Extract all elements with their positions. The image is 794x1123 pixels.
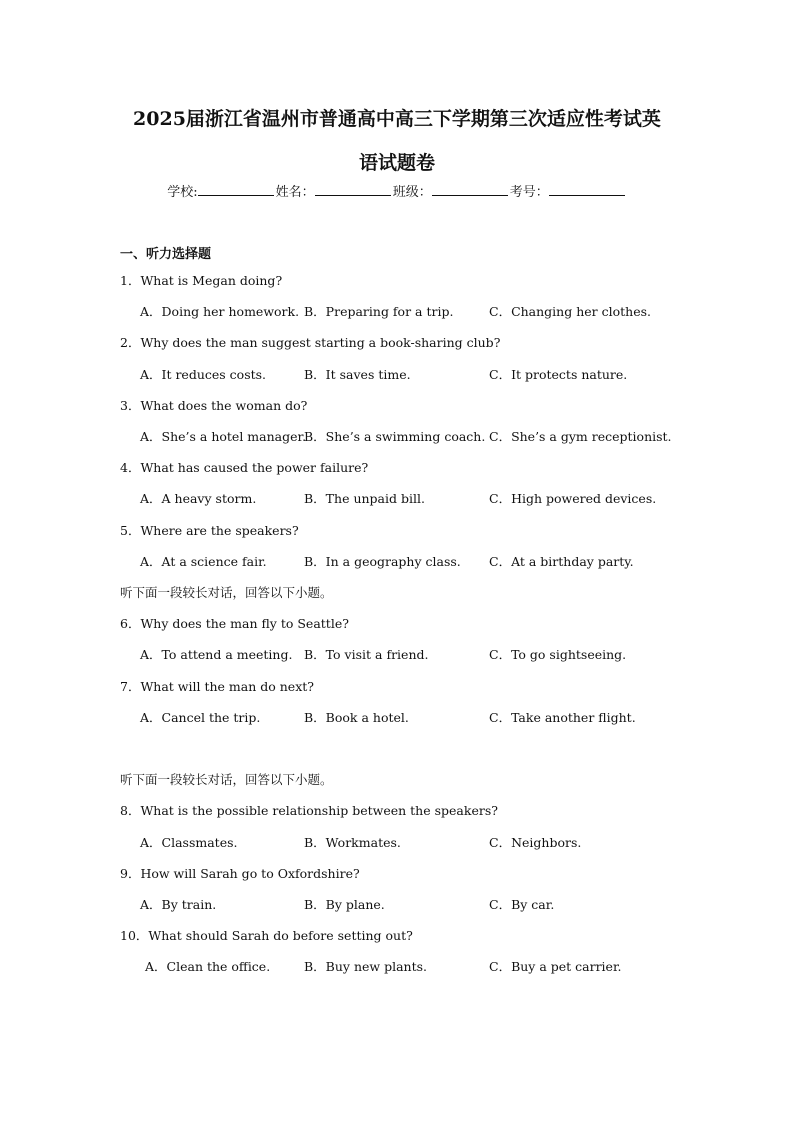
question-number: 1．: [120, 273, 141, 288]
question-number: 6．: [120, 616, 141, 631]
option-a: A．Clean the office.: [145, 959, 271, 974]
school-label: 学校:: [167, 185, 198, 200]
school-blank[interactable]: [198, 183, 274, 196]
question: [120, 677, 314, 695]
question-text: What will the man do next?: [140, 679, 314, 694]
option-c: C．Changing her clothes.: [489, 304, 651, 319]
question: [120, 521, 299, 539]
listening-instruction: 听下面一段较长对话，回答以下小题。: [120, 772, 333, 787]
question-text: Why does the man fly to Seattle?: [140, 616, 349, 631]
question-number: 7．: [120, 679, 141, 694]
option-b: B．Buy new plants.: [304, 959, 427, 974]
document-title-line-1: 2025届浙江省温州市普通高中高三下学期第三次适应性考试英: [133, 108, 661, 130]
option-a: A．It reduces costs.: [140, 367, 267, 382]
question: [120, 864, 360, 882]
question: [120, 271, 282, 289]
option-a: A．Cancel the trip.: [140, 710, 261, 725]
option-b: B．Workmates.: [304, 835, 401, 850]
section-heading: 一、听力选择题: [120, 247, 212, 262]
document-title-line-2: 语试题卷: [358, 152, 435, 174]
question-number: 3．: [120, 398, 141, 413]
name-blank[interactable]: [315, 183, 391, 196]
question-text: Why does the man suggest starting a book-sharing club?: [140, 335, 501, 350]
question-number: 8．: [120, 803, 141, 818]
question-text: What should Sarah do before setting out?: [148, 928, 413, 943]
option-c: C．Buy a pet carrier.: [489, 959, 622, 974]
option-b: B．In a geography class.: [304, 554, 461, 569]
student-info-line: [0, 181, 794, 200]
option-a: A．She’s a hotel manager.: [140, 429, 307, 444]
option-b: B．Preparing for a trip.: [304, 304, 454, 319]
option-c: C．It protects nature.: [489, 367, 628, 382]
question: [120, 614, 349, 632]
exam-number-label: 考号：: [509, 185, 549, 200]
question-text: What does the woman do?: [140, 398, 308, 413]
option-c: C．Neighbors.: [489, 835, 582, 850]
option-a: A．By train.: [140, 897, 217, 912]
class-label: 班级：: [392, 185, 432, 200]
question-number: 5．: [120, 523, 141, 538]
question-number: 4．: [120, 460, 141, 475]
option-b: B．She’s a swimming coach.: [304, 429, 486, 444]
option-c: C．To go sightseeing.: [489, 647, 627, 662]
question: [120, 396, 307, 414]
question-text: How will Sarah go to Oxfordshire?: [140, 866, 360, 881]
option-c: C．Take another flight.: [489, 710, 636, 725]
question-number: 9．: [120, 866, 141, 881]
option-c: C．She’s a gym receptionist.: [489, 429, 672, 444]
option-c: C．High powered devices.: [489, 491, 657, 506]
question-number: 10．: [120, 928, 149, 943]
option-b: B．The unpaid bill.: [304, 491, 425, 506]
option-a: A．Classmates.: [140, 835, 238, 850]
question-text: What is the possible relationship between the speakers?: [140, 803, 498, 818]
question: [120, 333, 500, 351]
option-c: C．By car.: [489, 897, 555, 912]
listening-instruction: 听下面一段较长对话，回答以下小题。: [120, 585, 333, 600]
option-b: B．By plane.: [304, 897, 385, 912]
question: [120, 801, 498, 819]
question-text: What has caused the power failure?: [140, 460, 369, 475]
name-label: 姓名：: [275, 185, 315, 200]
option-a: A．Doing her homework.: [140, 304, 300, 319]
exam-number-blank[interactable]: [549, 183, 625, 196]
option-a: A．To attend a meeting.: [140, 647, 293, 662]
option-b: B．It saves time.: [304, 367, 411, 382]
question-text: Where are the speakers?: [140, 523, 299, 538]
question-text: What is Megan doing?: [140, 273, 283, 288]
question-number: 2．: [120, 335, 141, 350]
option-b: B．Book a hotel.: [304, 710, 409, 725]
option-a: A．A heavy storm.: [140, 491, 257, 506]
question: [120, 458, 368, 476]
option-c: C．At a birthday party.: [489, 554, 634, 569]
option-a: A．At a science fair.: [140, 554, 267, 569]
option-b: B．To visit a friend.: [304, 647, 429, 662]
class-blank[interactable]: [432, 183, 508, 196]
question: [120, 926, 413, 944]
